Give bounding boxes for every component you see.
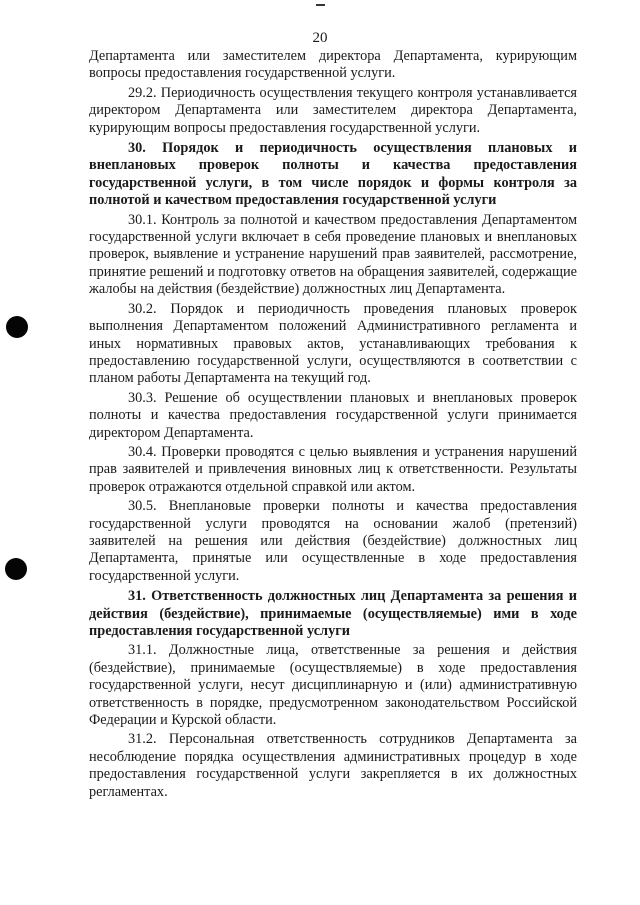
paragraph-31-1: 31.1. Должностные лица, ответственные за решения и действия (бездействие), принимаемые (осуществляемые) в ходе предоставления государственной услуги, несут дисциплинарную и (или) административную ответственность в порядке, предусмотренном законодательством Российской Федерации и Курской области. <box>89 642 577 729</box>
paragraph-30-3: 30.3. Решение об осуществлении плановых и внеплановых проверок полноты и качества предоставления государственной услуги принимается директором Департамента. <box>89 389 577 441</box>
paragraph-30-1: 30.1. Контроль за полнотой и качеством предоставления Департаментом государственной услуги включает в себя проведение плановых и внеплановых проверок, выявление и устранение нарушений прав заявителей, рассмотрение, принятие решений и подготовку ответов на обращения заявителей, содержащие жалобы на действия (бездействие) должностных лиц Департамента. <box>89 211 577 298</box>
page-number: 20 <box>312 30 328 46</box>
section-heading-30: 30. Порядок и периодичность осуществления плановых и внеплановых проверок полноты и качества предоставления государственной услуги, в том числе порядок и формы контроля за полнотой и качеством предоставления государственной услуги <box>89 140 577 209</box>
section-heading-31: 31. Ответственность должностных лиц Департамента за решения и действия (бездействие), принимаемые (осуществляемые) ими в ходе предоставления государственной услуги <box>89 588 577 639</box>
document-body <box>89 48 577 801</box>
paragraph-31-2: 31.2. Персональная ответственность сотрудников Департамента за несоблюдение порядка осуществления административных процедур в ходе предоставления государственной услуги закрепляется в их должностных регламентах. <box>89 731 577 800</box>
paragraph-continuation: Департамента или заместителем директора Департамента, курирующим вопросы предоставления государственной услуги. <box>89 48 577 82</box>
punch-hole-mark <box>5 558 27 580</box>
paragraph-30-2: 30.2. Порядок и периодичность проведения плановых проверок выполнения Департаментом положений Административного регламента и иных нормативных правовых актов, устанавливающих требования к предоставлению государственной услуги, осуществляются в соответствии с планом работы Департамента на текущий год. <box>89 300 577 387</box>
paragraph-30-5: 30.5. Внеплановые проверки полноты и качества предоставления государственной услуги проводятся на основании жалоб (претензий) заявителей на решения или действия (бездействие) должностных лиц Департамента, принятые или осуществленные в ходе предоставления государственной услуги. <box>89 498 577 584</box>
paragraph-30-4: 30.4. Проверки проводятся с целью выявления и устранения нарушений прав заявителей и привлечения виновных лиц к ответственности. Результаты проверок отражаются отдельной справкой или актом. <box>89 443 577 495</box>
paragraph-29-2: 29.2. Периодичность осуществления текущего контроля устанавливается директором Департамента или заместителем директора Департамента, курирующим вопросы предоставления государственной услуги. <box>89 84 577 136</box>
scan-mark <box>316 4 325 6</box>
punch-hole-mark <box>6 316 28 338</box>
